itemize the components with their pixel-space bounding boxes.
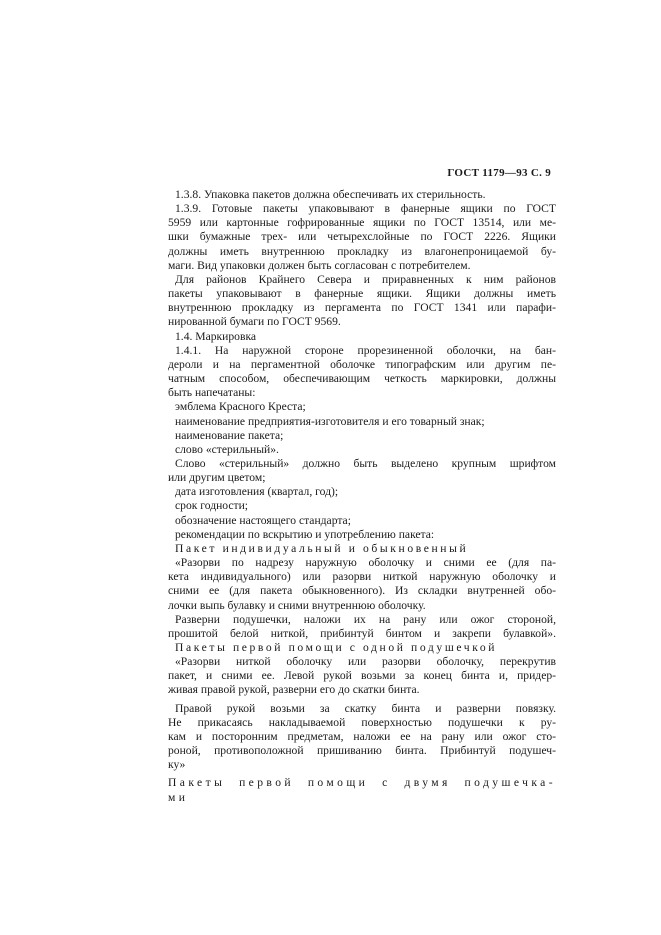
text-line: 1.3.9. Готовые пакеты упаковывают в фанерные ящики по ГОСТ: [175, 202, 556, 216]
document-body: [168, 188, 556, 805]
text-line: пакет, и сними ее. Левой рукой возьми за конец бинта и, придер-: [168, 669, 556, 683]
text-line: Слово «стерильный» должно быть выделено крупным шрифтом: [175, 456, 556, 470]
text-line: Разверни подушечки, наложи их на рану или ожог стороной,: [175, 612, 556, 626]
text-line: живая правой рукой, разверни его до скатки бинта.: [168, 683, 420, 697]
text-line: лочки выпь булавку и сними внутреннюю оболочку.: [168, 598, 426, 612]
list-item: обозначение настоящего стандарта;: [175, 513, 351, 527]
text-line: пакеты упаковывают в фанерные ящики. Ящики должны иметь: [168, 287, 556, 301]
list-item: дата изготовления (квартал, год);: [175, 485, 339, 499]
text-line: внутреннюю прокладку из пергамента по ГОСТ 1341 или парафи-: [168, 301, 556, 315]
text-line: маги. Вид упаковки должен быть согласован с потребителем.: [168, 258, 471, 272]
subsection-heading: ми: [168, 790, 189, 804]
text-line: или другим цветом;: [168, 471, 266, 485]
text-line: роной, противоположной пришиванию бинта. Прибинтуй подушеч-: [168, 744, 556, 758]
page-header: ГОСТ 1179—93 С. 9: [447, 167, 551, 179]
list-item: наименование пакета;: [175, 428, 284, 442]
subsection-heading: Пакеты первой помощи с одной подушечкой: [175, 641, 498, 654]
text-line: кам и посторонним предметам, наложи ее на рану или ожог сто-: [168, 729, 556, 743]
text-line: «Разорви ниткой оболочку или разорви оболочку, перекрутив: [175, 655, 556, 669]
text-line: сними ее (для пакета обыкновенного). Из складки внутренней обо-: [168, 584, 556, 598]
list-item: слово «стерильный».: [175, 442, 279, 456]
text-line: Правой рукой возьми за скатку бинта и разверни повязку.: [175, 701, 556, 715]
subsection-heading: Пакеты первой помощи с двумя подушечка-: [168, 776, 556, 790]
subsection-heading: Пакет индивидуальный и обыкновенный: [175, 541, 469, 555]
text-line: нированной бумаги по ГОСТ 9569.: [168, 315, 341, 329]
text-line: быть напечатаны:: [168, 386, 256, 400]
text-line: должны иметь внутреннюю прокладку из влагонепроницаемой бу-: [168, 244, 556, 258]
text-line: чатным способом, обеспечивающим четкость маркировки, должны: [168, 372, 556, 386]
text-line: шки бумажные трех- или четырехслойные по ГОСТ 2226. Ящики: [168, 230, 556, 244]
text-line: 5959 или картонные гофрированные ящики по ГОСТ 13514, или ме-: [168, 216, 556, 230]
text-line: Для районов Крайнего Севера и приравненных к ним районов: [175, 272, 556, 286]
list-item: рекомендации по вскрытию и употреблению пакета:: [175, 527, 435, 541]
text-line: 1.3.8. Упаковка пакетов должна обеспечивать их стерильность.: [175, 188, 486, 201]
text-line: Не прикасаясь накладываемой поверхностью подушечки к ру-: [168, 715, 556, 729]
section-heading: 1.4. Маркировка: [175, 329, 257, 343]
text-line: ку»: [168, 758, 186, 772]
text-line: дероли и на пергаментной оболочке типографским или другим пе-: [168, 357, 556, 371]
text-line: 1.4.1. На наружной стороне прорезиненной оболочки, на бан-: [175, 343, 556, 357]
list-item: срок годности;: [175, 499, 249, 513]
text-line: прошитой белой ниткой, прибинтуй бинтом и закрепи булавкой».: [168, 626, 556, 640]
list-item: эмблема Красного Креста;: [175, 400, 306, 414]
list-item: наименование предприятия-изготовителя и его товарный знак;: [175, 414, 485, 428]
text-line: кета индивидуального) или разорви ниткой наружную оболочку и: [168, 570, 556, 584]
text-line: «Разорви по надрезу наружную оболочку и сними ее (для па-: [175, 556, 556, 570]
